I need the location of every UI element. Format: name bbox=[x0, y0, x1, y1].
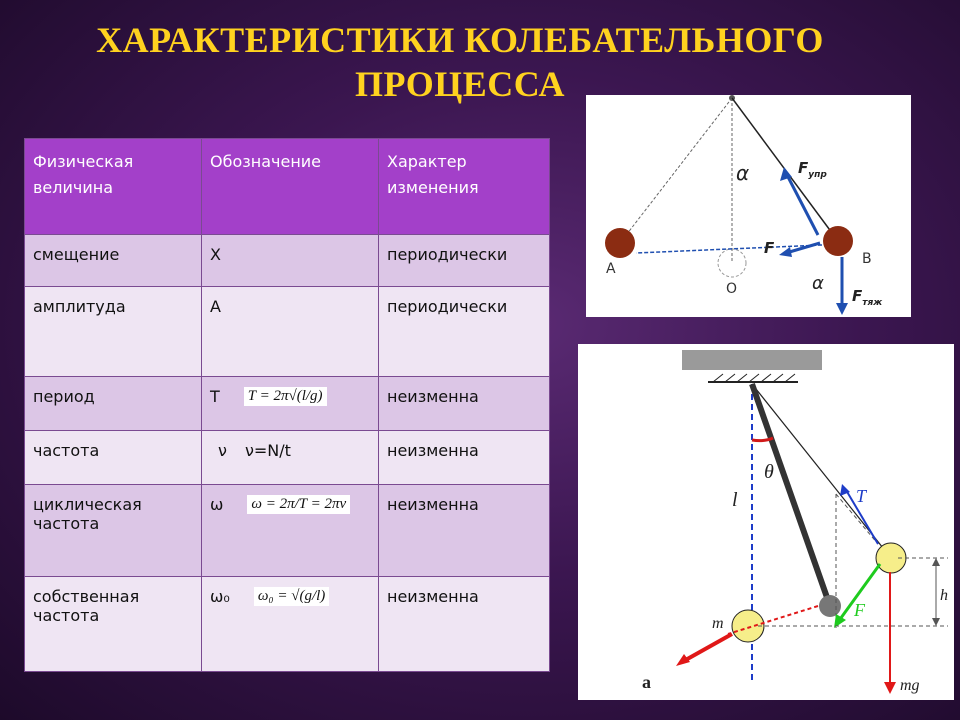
label-tension: T bbox=[856, 486, 867, 506]
pendulum-forces-svg bbox=[586, 95, 911, 317]
natural-frequency-formula: ω₀ = √(g/l) bbox=[254, 587, 330, 606]
row-symbol: X bbox=[202, 235, 379, 287]
row-symbol: T bbox=[210, 387, 220, 406]
row-symbol: ω bbox=[210, 495, 224, 514]
table-row bbox=[25, 577, 550, 672]
pendulum-tension-svg bbox=[578, 344, 954, 700]
row-name: частота bbox=[25, 431, 202, 485]
row-name: амплитуда bbox=[25, 287, 202, 377]
table-row bbox=[25, 235, 550, 287]
slide-title-line1: ХАРАКТЕРИСТИКИ КОЛЕБАТЕЛЬНОГО bbox=[96, 20, 824, 60]
characteristics-table bbox=[24, 138, 550, 672]
label-height: h bbox=[940, 587, 948, 604]
table-row bbox=[25, 287, 550, 377]
label-alpha-top: α bbox=[736, 161, 750, 185]
label-f-upr: $F_{упр}$ bbox=[798, 159, 827, 180]
label-alpha-bottom: α bbox=[812, 273, 824, 294]
row-name: циклическая частота bbox=[25, 485, 202, 577]
label-a: A bbox=[606, 261, 616, 277]
header-symbol: Обозначение bbox=[202, 139, 379, 235]
row-change: периодически bbox=[379, 235, 550, 287]
table-row bbox=[25, 431, 550, 485]
slide-title bbox=[40, 18, 880, 106]
label-gravity: mg bbox=[900, 677, 920, 694]
row-symbol: A bbox=[202, 287, 379, 377]
label-theta: θ bbox=[764, 461, 774, 483]
frequency-formula: ν=N/t bbox=[244, 441, 291, 460]
label-f: F bbox=[764, 239, 775, 257]
row-change: неизменна bbox=[379, 485, 550, 577]
period-formula: T = 2π√(l/g) bbox=[244, 387, 327, 406]
label-acceleration: a bbox=[642, 672, 651, 692]
table-row bbox=[25, 377, 550, 431]
row-change: неизменна bbox=[379, 577, 550, 672]
cyclic-frequency-formula: ω = 2π/T = 2πν bbox=[247, 495, 350, 514]
pendulum-forces-figure bbox=[586, 95, 911, 317]
row-change: неизменна bbox=[379, 377, 550, 431]
row-change: неизменна bbox=[379, 431, 550, 485]
row-name: смещение bbox=[25, 235, 202, 287]
header-change: Характер изменения bbox=[379, 139, 550, 235]
label-length: l bbox=[732, 489, 738, 511]
table-header-row bbox=[25, 139, 550, 235]
label-f-tyazh: $F_{тяж}$ bbox=[852, 287, 883, 308]
table-row bbox=[25, 485, 550, 577]
row-change: периодически bbox=[379, 287, 550, 377]
label-o: O bbox=[726, 281, 738, 297]
row-symbol: ν bbox=[218, 441, 227, 460]
label-b: B bbox=[862, 251, 872, 267]
row-name: период bbox=[25, 377, 202, 431]
row-symbol: ω₀ bbox=[210, 587, 230, 606]
label-force: F bbox=[854, 600, 865, 620]
header-quantity: Физическая величина bbox=[25, 139, 202, 235]
slide-title-line2: ПРОЦЕССА bbox=[355, 64, 565, 104]
pendulum-tension-figure bbox=[578, 344, 954, 700]
row-name: собственная частота bbox=[25, 577, 202, 672]
label-mass: m bbox=[712, 615, 724, 632]
